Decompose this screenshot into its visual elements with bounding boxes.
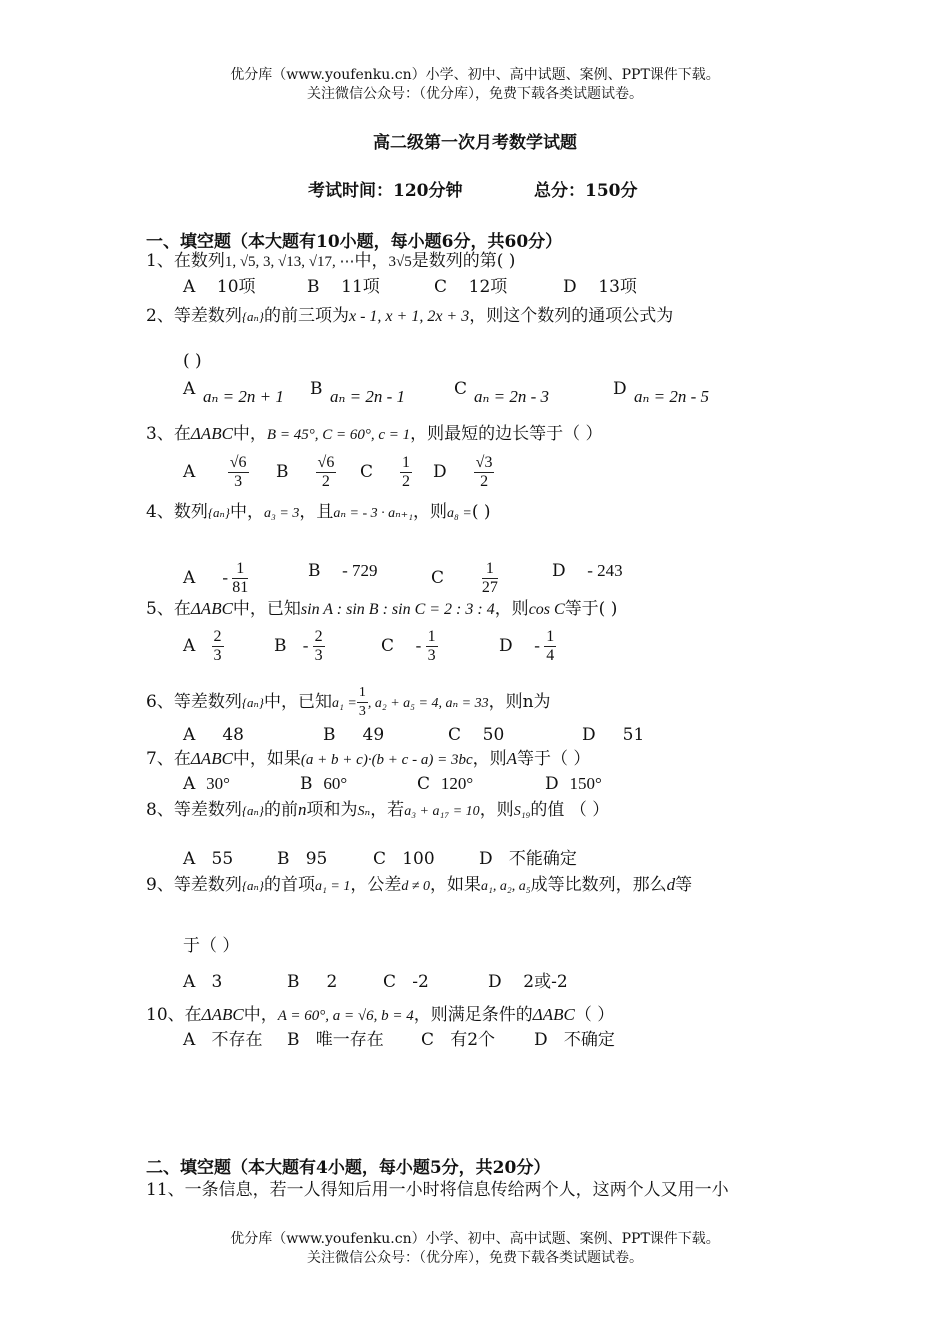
q8-option-c: C 100 xyxy=(373,849,435,869)
q4-ask: a₈ = xyxy=(447,506,472,521)
q2-option-c: C xyxy=(454,379,468,399)
q4-cond-2: aₙ = - 3 · aₙ₊₁ xyxy=(333,506,414,521)
q2-option-d: D xyxy=(613,379,627,399)
q2-option-b-text: aₙ = 2n - 1 xyxy=(330,387,406,406)
q3-triangle: ΔABC xyxy=(190,424,233,443)
q4-cond-1: a₃ = 3 xyxy=(264,506,300,521)
q1-term: 3√5 xyxy=(388,254,412,270)
q10-triangle: ΔABC xyxy=(201,1005,244,1024)
q5-condition: sin A : sin B : sin C = 2 : 3 : 4 xyxy=(300,601,495,618)
question-10: 10、在ΔABC中，A = 60°, a = √6, b = 4，则满足条件的ΔABC（ ） xyxy=(146,1005,615,1025)
q3-option-d: D $\frac{√3}{2}$ xyxy=(433,454,493,490)
q6-option-b: B 49 xyxy=(323,725,385,745)
q6-option-a: A 48 xyxy=(183,725,244,745)
q4-option-c: C $\frac{1}{27}$ xyxy=(431,560,498,596)
q9-option-d: D 2或-2 xyxy=(488,972,568,992)
q5-option-b: B - $\frac{2}{3}$ xyxy=(274,628,323,664)
question-3: 3、在ΔABC中，B = 45°, C = 60°, c = 1，则最短的边长等于（ ） xyxy=(146,424,603,444)
q1-option-a: A 10项 xyxy=(183,277,256,297)
question-5: 5、在ΔABC中，已知sin A : sin B : sin C = 2 : 3 : 4，则cos C等于( ) xyxy=(146,599,618,619)
q10-option-d: D 不确定 xyxy=(534,1030,615,1050)
q7-triangle: ΔABC xyxy=(190,749,233,768)
q9-cond-2: d ≠ 0 xyxy=(401,879,431,894)
q4-option-a: A - $\frac{1}{81}$ xyxy=(183,560,249,596)
page-title: 高二级第一次月考数学试题 xyxy=(373,133,577,153)
section-2-heading: 二、填空题（本大题有4小题，每小题5分，共20分） xyxy=(146,1158,551,1178)
q2-paren: ( ) xyxy=(183,351,202,371)
header-line-2: 关注微信公众号：（优分库），免费下载各类试题试卷。 xyxy=(307,86,643,102)
question-6: 6、等差数列{aₙ}中，已知a₁ = $\frac{1}{3}$ , a₂ + a₅ = 4, aₙ = 33，则n为 xyxy=(146,685,551,719)
q7-option-a: A 30° xyxy=(183,774,230,794)
exam-time: 考试时间：120分钟 xyxy=(308,181,463,201)
q4-sequence: {aₙ} xyxy=(207,505,230,520)
q2-option-a: A xyxy=(183,379,196,399)
question-4: 4、数列{aₙ}中，a₃ = 3，且aₙ = - 3 · aₙ₊₁，则a₈ =( ) xyxy=(146,502,491,522)
q7-option-c: C 120° xyxy=(417,774,474,794)
q10-option-c: C 有2个 xyxy=(421,1030,496,1050)
q8-n: n xyxy=(298,800,307,819)
q10-option-b: B 唯一存在 xyxy=(287,1030,384,1050)
q8-condition: a₃ + a₁₇ = 10 xyxy=(404,804,480,819)
q3-option-a: A $\frac{√6}{3}$ xyxy=(183,454,247,490)
exam-score: 总分：150分 xyxy=(534,181,638,201)
q1-option-b: B 11项 xyxy=(307,277,380,297)
question-9: 9、等差数列{aₙ}的首项a₁ = 1，公差d ≠ 0，如果a₁, a₂, a₅成等比数列，那么d等 xyxy=(146,875,693,895)
q6-option-d: D 51 xyxy=(582,725,645,745)
q9-cond-1: a₁ = 1 xyxy=(315,879,351,894)
q2-option-b: B xyxy=(310,379,323,399)
q6-option-c: C 50 xyxy=(448,725,505,745)
header-line-1: 优分库（www.youfenku.cn）小学、初中、高中试题、案例、PPT课件下载。 xyxy=(230,67,720,83)
q9-sequence: {aₙ} xyxy=(241,878,264,893)
q3-option-c: C $\frac{1}{2}$ xyxy=(360,454,411,490)
q10-condition: A = 60°, a = √6, b = 4 xyxy=(277,1008,414,1024)
question-2: 2、等差数列{aₙ}的前三项为x - 1, x + 1, 2x + 3，则这个数列的通项公式为 xyxy=(146,306,674,326)
q8-ask: S₁₉ xyxy=(513,804,531,819)
q4-option-d: D - 243 xyxy=(552,561,623,581)
question-1 xyxy=(146,250,515,273)
q5-ask: cos C xyxy=(528,601,565,618)
q3-option-b: B $\frac{√6}{2}$ xyxy=(276,454,335,490)
q9-option-a: A 3 xyxy=(183,972,223,992)
q6-sequence: {aₙ} xyxy=(241,695,264,710)
footer-line-2: 关注微信公众号：（优分库），免费下载各类试题试卷。 xyxy=(307,1250,643,1266)
q2-option-a-text: aₙ = 2n + 1 xyxy=(203,387,284,406)
q6-cond-2: , a₂ + a₅ = 4, aₙ = 33 xyxy=(367,696,489,711)
q10-triangle-2: ΔABC xyxy=(532,1005,575,1024)
q8-option-b: B 95 xyxy=(277,849,328,869)
q2-option-c-text: aₙ = 2n - 3 xyxy=(474,387,550,406)
q8-option-d: D 不能确定 xyxy=(479,849,577,869)
q9-continuation: 于（ ） xyxy=(183,936,240,956)
q8-sum: Sₙ xyxy=(357,804,371,819)
q5-option-d: D - $\frac{1}{4}$ xyxy=(499,628,555,664)
section-1-heading: 一、填空题（本大题有10小题，每小题6分，共60分） xyxy=(146,232,563,252)
q6-cond-1: a₁ = xyxy=(332,696,357,711)
footer-line-1: 优分库（www.youfenku.cn）小学、初中、高中试题、案例、PPT课件下载。 xyxy=(230,1231,720,1247)
q1-prefix: 1、在数列 xyxy=(146,251,225,271)
q9-d: d xyxy=(666,875,676,894)
q7-option-b: B 60° xyxy=(300,774,348,794)
question-7: 7、在ΔABC中，如果(a + b + c)·(b + c - a) = 3bc，则A等于（ ） xyxy=(146,749,591,769)
q10-option-a: A 不存在 xyxy=(183,1030,263,1050)
q7-condition: (a + b + c)·(b + c - a) = 3bc xyxy=(300,752,473,768)
q9-option-b: B 2 xyxy=(287,972,338,992)
q7-option-d: D 150° xyxy=(545,774,602,794)
q8-sequence: {aₙ} xyxy=(241,803,264,818)
q9-cond-3: a₁, a₂, a₅ xyxy=(481,879,531,894)
q5-option-a: A $\frac{2}{3}$ xyxy=(183,628,222,664)
q2-option-d-text: aₙ = 2n - 5 xyxy=(634,387,710,406)
q9-option-c: C -2 xyxy=(383,972,429,992)
q1-suffix: 是数列的第( ) xyxy=(411,251,516,271)
q1-option-c: C 12项 xyxy=(434,277,508,297)
question-8: 8、等差数列{aₙ}的前n项和为Sₙ，若a₃ + a₁₇ = 10，则S₁₉的值 （ ） xyxy=(146,800,610,820)
question-11: 11、一条信息，若一人得知后用一小时将信息传给两个人，这两个人又用一小 xyxy=(146,1180,729,1200)
q1-option-d: D 13项 xyxy=(563,277,637,297)
q1-mid: 中， xyxy=(354,251,389,271)
q8-option-a: A 55 xyxy=(183,849,234,869)
q2-terms: x - 1, x + 1, 2x + 3 xyxy=(349,308,470,325)
q7-ask: A xyxy=(506,749,517,768)
q3-condition: B = 45°, C = 60°, c = 1 xyxy=(266,427,411,443)
q5-triangle: ΔABC xyxy=(190,599,233,618)
q2-sequence: {aₙ} xyxy=(241,309,264,324)
q5-option-c: C - $\frac{1}{3}$ xyxy=(381,628,436,664)
q1-sequence: 1, √5, 3, √13, √17, ⋯ xyxy=(224,254,355,270)
q4-option-b: B - 729 xyxy=(308,561,378,581)
